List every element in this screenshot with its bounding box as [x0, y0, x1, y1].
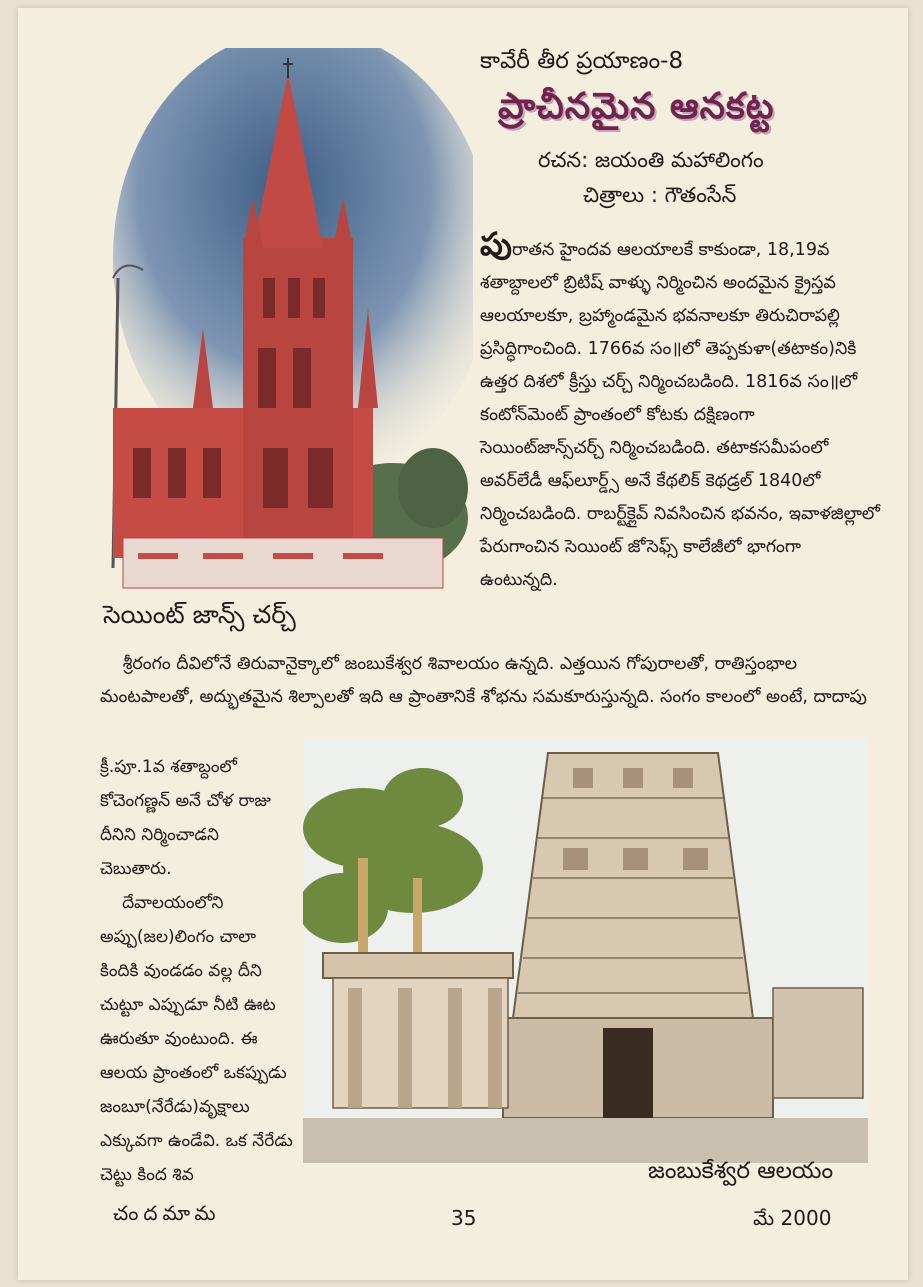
church-caption: సెయింట్ జాన్స్ చర్చ్: [103, 600, 296, 629]
paragraph-3: దేవాలయంలోని అప్పు(జల)లింగం చాలా కిందికి వుండడం వల్ల దీని చుట్టూ ఎప్పుడూ నీటి ఊట ఊరుతూ వుంటుంది. ఈ ఆలయ ప్రాంతంలో ఒకప్పుడు జంబూ(నేరేడు)వృక్షాలు ఎక్కువగా ఉండేవి. ఒక నేరేడు చెట్టు కింద శివ: [100, 893, 293, 1185]
page-number: 35: [451, 1206, 477, 1230]
article-title: ప్రాచీనమైన ఆనకట్ట: [498, 86, 775, 127]
issue-date: మే 2000: [753, 1206, 832, 1230]
illustrator-credit: చిత్రాలు : గౌతంసేన్: [583, 183, 737, 207]
article-intro: [480, 225, 880, 597]
paragraph-2-continued: క్రీ.పూ.1వ శతాబ్దంలో కోచెంగణ్ణన్ అనే చోళ రాజు దీనిని నిర్మించాడని చెబుతారు.: [100, 757, 271, 879]
temple-illustration: [303, 738, 868, 1163]
temple-caption: జంబుకేశ్వర ఆలయం: [648, 1158, 834, 1184]
magazine-name: చందమామ: [113, 1201, 221, 1225]
series-title: కావేరీ తీర ప్రయాణం-8: [480, 48, 684, 74]
author-credit: రచన: జయంతి మహాలింగం: [538, 148, 764, 172]
magazine-page: [18, 8, 908, 1280]
article-left-column: [100, 750, 295, 1192]
paragraph-2: శ్రీరంగం దీవిలోనే తిరువానైక్కాలో జంబుకేశ్వర శివాలయం ఉన్నది. ఎత్తయిన గోపురాలతో, రాతిస్తంభాల మంటపాలతో, అద్భుతమైన శిల్పాలతో ఇది ఆ ప్రాంతానికే శోభను సమకూరుస్తున్నది. సంగం కాలంలో అంటే, దాదాపు: [100, 654, 867, 707]
drop-cap: పు: [480, 225, 512, 263]
article-full-width: [100, 648, 870, 714]
paragraph-1: రాతన హైందవ ఆలయాలకే కాకుండా, 18,19వ శతాబ్దాలలో బ్రిటిష్ వాళ్ళు నిర్మించిన అందమైన క్రైస్తవ ఆలయాలకూ, బ్రహ్మాండమైన భవనాలకూ తిరుచిరాపల్లి ప్రసిద్ధిగాంచింది. 1766వ సం॥లో తెప్పకుళా(తటాకం)నికి ఉత్తర దిశలో క్రీస్తు చర్చ్ నిర్మించబడింది. 1816వ సం॥లో కంటోన్‌మెంట్ ప్రాంతంలో కోటకు దక్షిణంగా సెయింట్‌జాన్స్‌చర్చ్ నిర్మించబడింది. తటాకసమీపంలో అవర్‌లేడీ ఆఫ్‌లూర్డ్స్ అనే కేథలిక్ కెథడ్రల్ 1840లో నిర్మించబడింది. రాబర్ట్‌క్లైవ్ నివసించిన భవనం, ఇవాళజిల్లాలో పేరుగాంచిన సెయింట్ జోసెఫ్స్ కాలేజీలో భాగంగా ఉంటున్నది.: [480, 240, 880, 590]
church-illustration: [103, 48, 473, 603]
